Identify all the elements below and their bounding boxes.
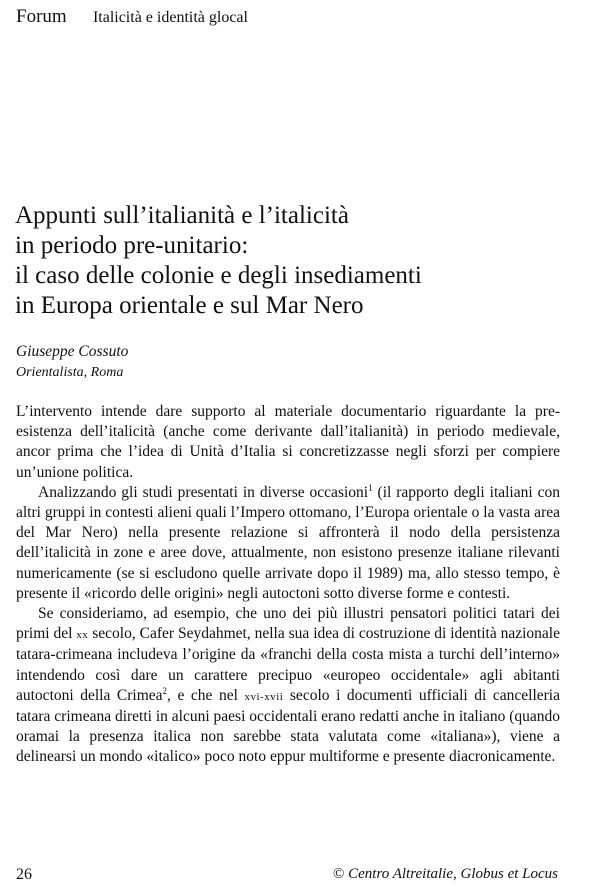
paragraph-1: L’intervento intende dare supporto al materiale documentario riguardante la pre-esistenza dell’italicità (anche come derivante dall’italianità) in periodo medievale, ancor prima che l’idea di Unità d’Italia si concretizzasse negli sforzi per compiere un’unione politica.: [16, 403, 560, 481]
author-block: [16, 341, 128, 383]
paragraph-text: secolo i documenti ufficiali di cancelleria tatara crimeana diretti in alcuni paesi occidentali erano redatti anche in italiano (quando oramai la presenza italica non sarebbe stata valutata come «italiana»), viene a delinearsi un mondo «italico» poco noto eppur multiforme e presente diacronicamente.: [16, 686, 560, 766]
running-head: [16, 6, 248, 28]
copyright-symbol: ©: [332, 866, 345, 882]
paragraph-3: [16, 604, 560, 768]
author-name: Giuseppe Cossuto: [16, 343, 129, 360]
paragraph-text: Se consideriamo, ad esempio, che uno dei più illustri pensatori politici tatari dei primi del: [16, 605, 560, 643]
century-numeral: xvi-xvii: [244, 690, 284, 703]
paragraph-text: , e che nel: [167, 686, 245, 704]
article-body: [16, 402, 560, 768]
title-line: in Europa orientale e sul Mar Nero: [15, 292, 364, 319]
paragraph-text: secolo, Cafer Seydahmet, nella sua idea di costruzione di identità nazionale tatara-crimeana includeva l’origine da «franchi della costa mista a turchi dell’interno» intendendo così dare un carattere precipuo «europeo occidentale» agli abitanti autoctoni della Crimea: [16, 625, 560, 704]
author-affiliation: Orientalista, Roma: [16, 365, 124, 380]
footnote-ref-1[interactable]: 1: [368, 482, 373, 493]
paragraph-text: (il rapporto degli italiani con altri gruppi in contesti alieni quali l’Impero ottomano, l’Europa orientale o la vasta area del Mar Nero) nella presente relazione si affronterà il nodo della persistenza dell’italicità in zone e aree dove, attualmente, non esistono presenze italiane rilevanti numericamente (se si escludono quelle arrivate dopo il 1989) ma, allo stesso tempo, è presente il «ricordo delle origini» negli autoctoni sotto diverse forme e contesti.: [16, 483, 560, 602]
title-line: in periodo pre-unitario:: [15, 232, 249, 259]
journal-section: Forum: [16, 6, 67, 27]
title-line: Appunti sull’italianità e l’italicità: [15, 202, 349, 229]
section-topic: Italicità e identità glocal: [92, 9, 248, 26]
footnote-ref-2[interactable]: 2: [162, 685, 168, 696]
paragraph-2: [16, 483, 560, 604]
article-title: [15, 201, 585, 321]
title-line: il caso delle colonie e degli insediamenti: [15, 262, 422, 289]
century-numeral: xx: [76, 629, 89, 642]
copyright-notice: [333, 866, 558, 883]
paragraph-text: Analizzando gli studi presentati in diverse occasioni: [38, 483, 369, 501]
copyright-holder: Centro Altreitalie, Globus et Locus: [348, 866, 558, 882]
page-number: 26: [16, 866, 32, 883]
